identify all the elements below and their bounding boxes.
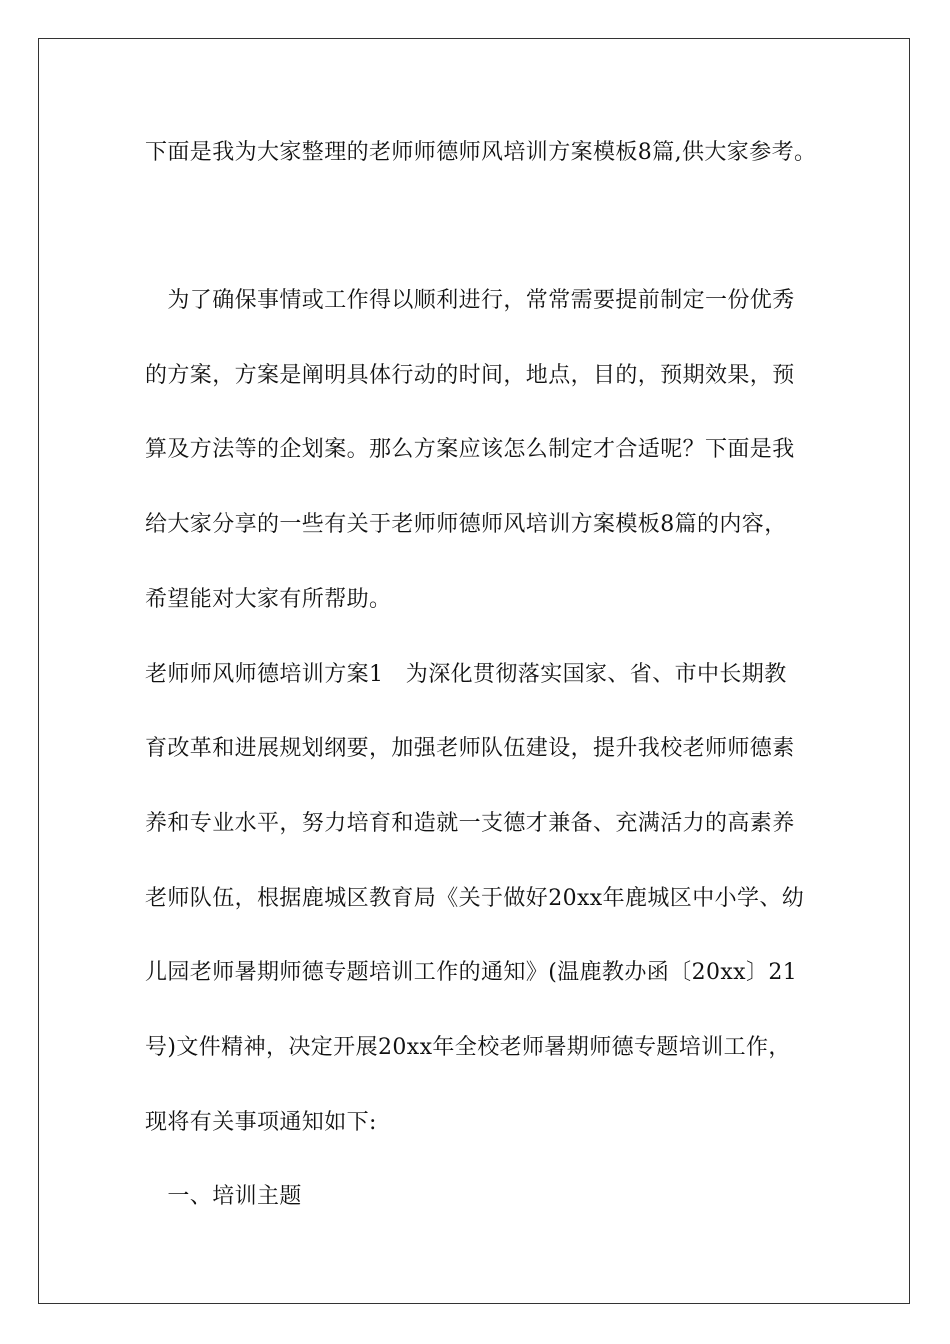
paragraph-line: 算及方法等的企划案。那么方案应该怎么制定才合适呢？下面是我 [145,437,795,462]
paragraph-line: 现将有关事项通知如下: [145,1110,377,1135]
paragraph-line: 养和专业水平，努力培育和造就一支德才兼备、充满活力的高素养 [145,811,795,836]
paragraph-line: 儿园老师暑期师德专题培训工作的通知》(温鹿教办函〔20xx〕21 [145,960,798,985]
subsection-heading: 一、培训主题 [145,1184,302,1209]
paragraph-line: 给大家分享的一些有关于老师师德师风培训方案模板8篇的内容， [145,512,787,537]
paragraph-line: 希望能对大家有所帮助。 [145,587,392,612]
section-title-line: 老师师风师德培训方案1 为深化贯彻落实国家、省、市中长期教 [145,662,787,687]
paragraph-line: 老师队伍，根据鹿城区教育局《关于做好20xx年鹿城区中小学、幼 [145,886,805,911]
paragraph-line: 的方案，方案是阐明具体行动的时间，地点，目的，预期效果，预 [145,363,795,388]
paragraph-line: 为了确保事情或工作得以顺利进行，常常需要提前制定一份优秀 [145,288,795,313]
paragraph-line: 育改革和进展规划纲要，加强老师队伍建设，提升我校老师师德素 [145,736,795,761]
paragraph-line: 号)文件精神，决定开展20xx年全校老师暑期师德专题培训工作， [145,1035,791,1060]
intro-line: 下面是我为大家整理的老师师德师风培训方案模板8篇,供大家参考。 [145,140,817,165]
